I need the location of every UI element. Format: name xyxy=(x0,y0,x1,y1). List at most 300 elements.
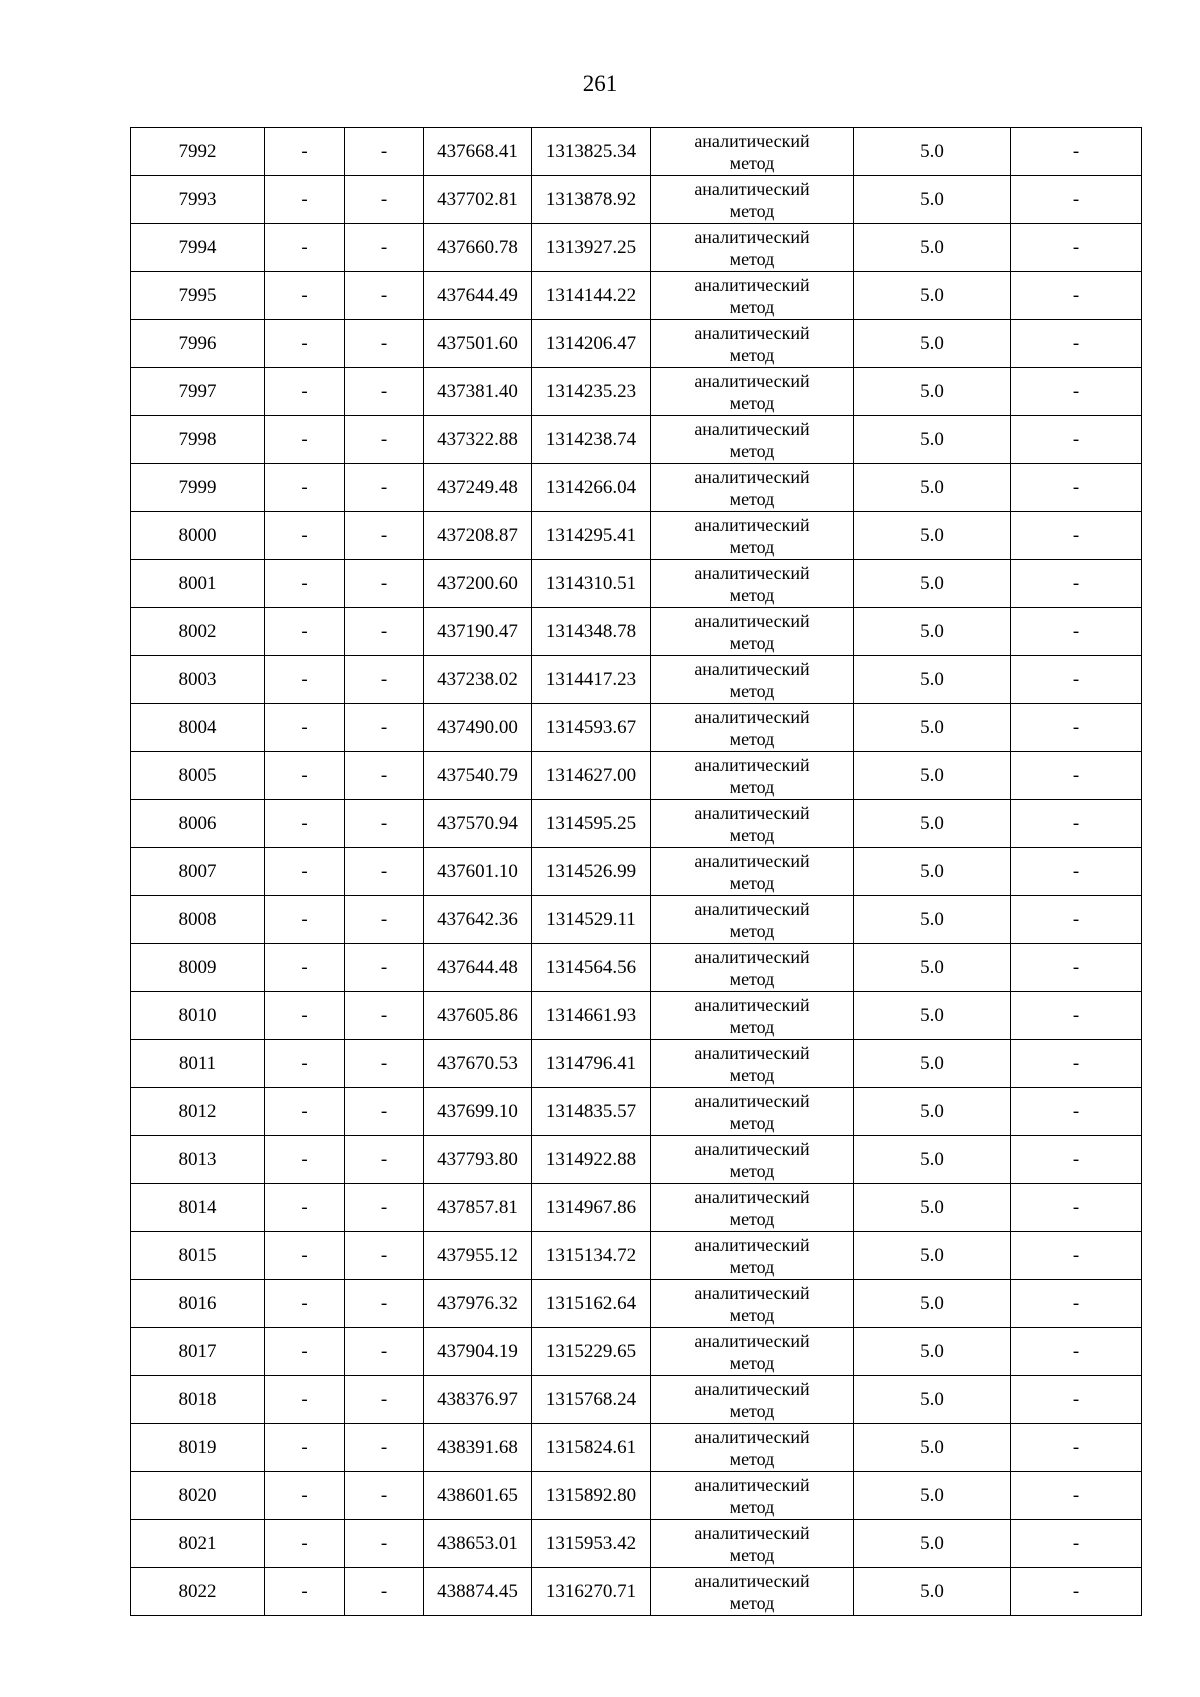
point-number-cell: 8017 xyxy=(131,1328,265,1376)
column-2-cell: - xyxy=(265,416,345,464)
column-8-cell: - xyxy=(1011,560,1142,608)
method-line-1: аналитический xyxy=(694,1426,810,1447)
x-coordinate-cell: 437540.79 xyxy=(424,752,532,800)
accuracy-cell: 5.0 xyxy=(854,1424,1011,1472)
method-cell xyxy=(651,1136,854,1184)
table-row xyxy=(131,560,1142,608)
column-8-cell: - xyxy=(1011,896,1142,944)
accuracy-cell: 5.0 xyxy=(854,272,1011,320)
table-row xyxy=(131,848,1142,896)
point-number-cell: 8010 xyxy=(131,992,265,1040)
column-8-cell: - xyxy=(1011,320,1142,368)
method-cell xyxy=(651,1520,854,1568)
point-number-cell: 8016 xyxy=(131,1280,265,1328)
accuracy-cell: 5.0 xyxy=(854,416,1011,464)
method-line-1: аналитический xyxy=(694,994,810,1015)
method-cell xyxy=(651,128,854,176)
column-8-cell: - xyxy=(1011,1376,1142,1424)
column-3-cell: - xyxy=(345,224,424,272)
y-coordinate-cell: 1314238.74 xyxy=(532,416,651,464)
x-coordinate-cell: 437660.78 xyxy=(424,224,532,272)
point-number-cell: 7995 xyxy=(131,272,265,320)
method-line-2: метод xyxy=(729,680,775,701)
point-number-cell: 8011 xyxy=(131,1040,265,1088)
column-3-cell: - xyxy=(345,944,424,992)
y-coordinate-cell: 1315229.65 xyxy=(532,1328,651,1376)
point-number-cell: 8014 xyxy=(131,1184,265,1232)
accuracy-cell: 5.0 xyxy=(854,704,1011,752)
x-coordinate-cell: 437200.60 xyxy=(424,560,532,608)
x-coordinate-cell: 437904.19 xyxy=(424,1328,532,1376)
column-8-cell: - xyxy=(1011,944,1142,992)
y-coordinate-cell: 1314796.41 xyxy=(532,1040,651,1088)
method-line-1: аналитический xyxy=(694,1090,810,1111)
x-coordinate-cell: 437501.60 xyxy=(424,320,532,368)
column-2-cell: - xyxy=(265,512,345,560)
column-8-cell: - xyxy=(1011,1232,1142,1280)
method-line-2: метод xyxy=(729,1256,775,1277)
method-line-2: метод xyxy=(729,1352,775,1373)
accuracy-cell: 5.0 xyxy=(854,656,1011,704)
point-number-cell: 8003 xyxy=(131,656,265,704)
method-line-1: аналитический xyxy=(694,1474,810,1495)
method-cell xyxy=(651,944,854,992)
y-coordinate-cell: 1314593.67 xyxy=(532,704,651,752)
y-coordinate-cell: 1315892.80 xyxy=(532,1472,651,1520)
column-3-cell: - xyxy=(345,1088,424,1136)
column-8-cell: - xyxy=(1011,992,1142,1040)
column-8-cell: - xyxy=(1011,1040,1142,1088)
method-line-1: аналитический xyxy=(694,1186,810,1207)
accuracy-cell: 5.0 xyxy=(854,320,1011,368)
column-3-cell: - xyxy=(345,1520,424,1568)
column-3-cell: - xyxy=(345,656,424,704)
method-cell xyxy=(651,1088,854,1136)
x-coordinate-cell: 437857.81 xyxy=(424,1184,532,1232)
table-row xyxy=(131,128,1142,176)
x-coordinate-cell: 437490.00 xyxy=(424,704,532,752)
point-number-cell: 8015 xyxy=(131,1232,265,1280)
column-2-cell: - xyxy=(265,560,345,608)
column-3-cell: - xyxy=(345,272,424,320)
accuracy-cell: 5.0 xyxy=(854,1136,1011,1184)
column-3-cell: - xyxy=(345,1424,424,1472)
column-2-cell: - xyxy=(265,1520,345,1568)
method-cell xyxy=(651,368,854,416)
x-coordinate-cell: 437955.12 xyxy=(424,1232,532,1280)
point-number-cell: 7993 xyxy=(131,176,265,224)
table-row xyxy=(131,368,1142,416)
column-2-cell: - xyxy=(265,800,345,848)
method-line-1: аналитический xyxy=(694,1330,810,1351)
table-row xyxy=(131,1328,1142,1376)
point-number-cell: 8004 xyxy=(131,704,265,752)
column-3-cell: - xyxy=(345,128,424,176)
column-2-cell: - xyxy=(265,896,345,944)
method-line-2: метод xyxy=(729,632,775,653)
table-row xyxy=(131,224,1142,272)
column-8-cell: - xyxy=(1011,608,1142,656)
page-number: 261 xyxy=(582,71,618,96)
column-8-cell: - xyxy=(1011,656,1142,704)
column-2-cell: - xyxy=(265,1472,345,1520)
method-cell xyxy=(651,464,854,512)
method-line-2: метод xyxy=(729,1544,775,1565)
table-row xyxy=(131,1040,1142,1088)
y-coordinate-cell: 1316270.71 xyxy=(532,1568,651,1616)
column-8-cell: - xyxy=(1011,272,1142,320)
accuracy-cell: 5.0 xyxy=(854,560,1011,608)
column-2-cell: - xyxy=(265,704,345,752)
point-number-cell: 8006 xyxy=(131,800,265,848)
column-8-cell: - xyxy=(1011,128,1142,176)
column-3-cell: - xyxy=(345,848,424,896)
column-8-cell: - xyxy=(1011,1520,1142,1568)
method-line-1: аналитический xyxy=(694,562,810,583)
accuracy-cell: 5.0 xyxy=(854,608,1011,656)
y-coordinate-cell: 1314661.93 xyxy=(532,992,651,1040)
x-coordinate-cell: 437642.36 xyxy=(424,896,532,944)
point-number-cell: 8009 xyxy=(131,944,265,992)
method-cell xyxy=(651,1328,854,1376)
method-line-1: аналитический xyxy=(694,850,810,871)
x-coordinate-cell: 437605.86 xyxy=(424,992,532,1040)
accuracy-cell: 5.0 xyxy=(854,176,1011,224)
column-2-cell: - xyxy=(265,1136,345,1184)
column-3-cell: - xyxy=(345,1568,424,1616)
x-coordinate-cell: 437249.48 xyxy=(424,464,532,512)
method-cell xyxy=(651,704,854,752)
point-number-cell: 8005 xyxy=(131,752,265,800)
point-number-cell: 8008 xyxy=(131,896,265,944)
accuracy-cell: 5.0 xyxy=(854,1520,1011,1568)
column-2-cell: - xyxy=(265,128,345,176)
column-8-cell: - xyxy=(1011,800,1142,848)
column-8-cell: - xyxy=(1011,464,1142,512)
method-cell xyxy=(651,608,854,656)
y-coordinate-cell: 1315134.72 xyxy=(532,1232,651,1280)
y-coordinate-cell: 1314144.22 xyxy=(532,272,651,320)
method-cell xyxy=(651,512,854,560)
accuracy-cell: 5.0 xyxy=(854,752,1011,800)
method-line-2: метод xyxy=(729,1208,775,1229)
column-2-cell: - xyxy=(265,1040,345,1088)
table-row xyxy=(131,608,1142,656)
column-2-cell: - xyxy=(265,656,345,704)
y-coordinate-cell: 1314627.00 xyxy=(532,752,651,800)
x-coordinate-cell: 437702.81 xyxy=(424,176,532,224)
column-8-cell: - xyxy=(1011,368,1142,416)
column-2-cell: - xyxy=(265,752,345,800)
y-coordinate-cell: 1314417.23 xyxy=(532,656,651,704)
point-number-cell: 7996 xyxy=(131,320,265,368)
table-row xyxy=(131,752,1142,800)
column-3-cell: - xyxy=(345,1376,424,1424)
method-line-1: аналитический xyxy=(694,178,810,199)
column-3-cell: - xyxy=(345,416,424,464)
column-2-cell: - xyxy=(265,1568,345,1616)
accuracy-cell: 5.0 xyxy=(854,800,1011,848)
table-row xyxy=(131,992,1142,1040)
table-row xyxy=(131,176,1142,224)
method-line-1: аналитический xyxy=(694,322,810,343)
method-cell xyxy=(651,224,854,272)
method-line-2: метод xyxy=(729,1592,775,1613)
method-line-1: аналитический xyxy=(694,418,810,439)
x-coordinate-cell: 437976.32 xyxy=(424,1280,532,1328)
method-line-2: метод xyxy=(729,200,775,221)
method-cell xyxy=(651,1472,854,1520)
table-row xyxy=(131,1184,1142,1232)
method-line-2: метод xyxy=(729,1304,775,1325)
column-8-cell: - xyxy=(1011,1424,1142,1472)
y-coordinate-cell: 1314967.86 xyxy=(532,1184,651,1232)
method-line-2: метод xyxy=(729,296,775,317)
table-row xyxy=(131,464,1142,512)
column-8-cell: - xyxy=(1011,1568,1142,1616)
point-number-cell: 8001 xyxy=(131,560,265,608)
method-line-2: метод xyxy=(729,1448,775,1469)
method-line-2: метод xyxy=(729,728,775,749)
method-line-1: аналитический xyxy=(694,1042,810,1063)
x-coordinate-cell: 437190.47 xyxy=(424,608,532,656)
table-row xyxy=(131,704,1142,752)
y-coordinate-cell: 1314595.25 xyxy=(532,800,651,848)
table-row xyxy=(131,1520,1142,1568)
y-coordinate-cell: 1314526.99 xyxy=(532,848,651,896)
method-line-1: аналитический xyxy=(694,466,810,487)
method-line-1: аналитический xyxy=(694,1234,810,1255)
point-number-cell: 8018 xyxy=(131,1376,265,1424)
table-row xyxy=(131,896,1142,944)
accuracy-cell: 5.0 xyxy=(854,1184,1011,1232)
y-coordinate-cell: 1314348.78 xyxy=(532,608,651,656)
method-line-2: метод xyxy=(729,344,775,365)
column-2-cell: - xyxy=(265,320,345,368)
method-cell xyxy=(651,1040,854,1088)
column-2-cell: - xyxy=(265,1376,345,1424)
method-cell xyxy=(651,1232,854,1280)
column-3-cell: - xyxy=(345,1136,424,1184)
column-8-cell: - xyxy=(1011,1472,1142,1520)
method-cell xyxy=(651,416,854,464)
column-2-cell: - xyxy=(265,1328,345,1376)
point-number-cell: 7998 xyxy=(131,416,265,464)
method-cell xyxy=(651,992,854,1040)
method-line-2: метод xyxy=(729,1400,775,1421)
y-coordinate-cell: 1315824.61 xyxy=(532,1424,651,1472)
x-coordinate-cell: 438391.68 xyxy=(424,1424,532,1472)
x-coordinate-cell: 437238.02 xyxy=(424,656,532,704)
column-2-cell: - xyxy=(265,176,345,224)
column-8-cell: - xyxy=(1011,1328,1142,1376)
column-3-cell: - xyxy=(345,992,424,1040)
x-coordinate-cell: 437699.10 xyxy=(424,1088,532,1136)
x-coordinate-cell: 438653.01 xyxy=(424,1520,532,1568)
method-line-1: аналитический xyxy=(694,1282,810,1303)
column-3-cell: - xyxy=(345,464,424,512)
method-line-1: аналитический xyxy=(694,898,810,919)
accuracy-cell: 5.0 xyxy=(854,1232,1011,1280)
method-line-2: метод xyxy=(729,1064,775,1085)
method-cell xyxy=(651,1376,854,1424)
column-3-cell: - xyxy=(345,1232,424,1280)
x-coordinate-cell: 437668.41 xyxy=(424,128,532,176)
method-cell xyxy=(651,176,854,224)
accuracy-cell: 5.0 xyxy=(854,464,1011,512)
table-row xyxy=(131,1376,1142,1424)
method-line-1: аналитический xyxy=(694,802,810,823)
method-line-1: аналитический xyxy=(694,658,810,679)
point-number-cell: 7997 xyxy=(131,368,265,416)
column-3-cell: - xyxy=(345,560,424,608)
method-line-1: аналитический xyxy=(694,754,810,775)
y-coordinate-cell: 1314835.57 xyxy=(532,1088,651,1136)
table-row xyxy=(131,1280,1142,1328)
method-cell xyxy=(651,848,854,896)
method-cell xyxy=(651,1424,854,1472)
table-row xyxy=(131,1568,1142,1616)
column-2-cell: - xyxy=(265,1424,345,1472)
accuracy-cell: 5.0 xyxy=(854,1088,1011,1136)
method-line-2: метод xyxy=(729,488,775,509)
method-line-2: метод xyxy=(729,584,775,605)
point-number-cell: 8021 xyxy=(131,1520,265,1568)
method-line-1: аналитический xyxy=(694,130,810,151)
column-2-cell: - xyxy=(265,944,345,992)
method-cell xyxy=(651,320,854,368)
y-coordinate-cell: 1314310.51 xyxy=(532,560,651,608)
x-coordinate-cell: 437322.88 xyxy=(424,416,532,464)
accuracy-cell: 5.0 xyxy=(854,1472,1011,1520)
column-8-cell: - xyxy=(1011,176,1142,224)
point-number-cell: 7992 xyxy=(131,128,265,176)
column-3-cell: - xyxy=(345,704,424,752)
table-row xyxy=(131,800,1142,848)
y-coordinate-cell: 1314295.41 xyxy=(532,512,651,560)
point-number-cell: 7999 xyxy=(131,464,265,512)
accuracy-cell: 5.0 xyxy=(854,1568,1011,1616)
column-8-cell: - xyxy=(1011,1088,1142,1136)
x-coordinate-cell: 438601.65 xyxy=(424,1472,532,1520)
y-coordinate-cell: 1315953.42 xyxy=(532,1520,651,1568)
method-line-2: метод xyxy=(729,968,775,989)
y-coordinate-cell: 1314564.56 xyxy=(532,944,651,992)
method-line-1: аналитический xyxy=(694,274,810,295)
accuracy-cell: 5.0 xyxy=(854,944,1011,992)
y-coordinate-cell: 1314266.04 xyxy=(532,464,651,512)
y-coordinate-cell: 1315162.64 xyxy=(532,1280,651,1328)
column-3-cell: - xyxy=(345,1040,424,1088)
column-2-cell: - xyxy=(265,1184,345,1232)
method-cell xyxy=(651,272,854,320)
method-line-1: аналитический xyxy=(694,1378,810,1399)
column-2-cell: - xyxy=(265,992,345,1040)
y-coordinate-cell: 1313825.34 xyxy=(532,128,651,176)
method-line-1: аналитический xyxy=(694,1138,810,1159)
column-3-cell: - xyxy=(345,752,424,800)
x-coordinate-cell: 438376.97 xyxy=(424,1376,532,1424)
x-coordinate-cell: 437644.48 xyxy=(424,944,532,992)
column-3-cell: - xyxy=(345,800,424,848)
column-8-cell: - xyxy=(1011,416,1142,464)
column-8-cell: - xyxy=(1011,704,1142,752)
coordinates-table xyxy=(130,127,1142,1616)
column-8-cell: - xyxy=(1011,1184,1142,1232)
column-2-cell: - xyxy=(265,848,345,896)
method-line-2: метод xyxy=(729,392,775,413)
table-row xyxy=(131,1424,1142,1472)
point-number-cell: 8013 xyxy=(131,1136,265,1184)
column-8-cell: - xyxy=(1011,1136,1142,1184)
column-8-cell: - xyxy=(1011,848,1142,896)
column-3-cell: - xyxy=(345,1472,424,1520)
method-line-2: метод xyxy=(729,1016,775,1037)
y-coordinate-cell: 1314922.88 xyxy=(532,1136,651,1184)
column-2-cell: - xyxy=(265,608,345,656)
x-coordinate-cell: 438874.45 xyxy=(424,1568,532,1616)
point-number-cell: 8002 xyxy=(131,608,265,656)
column-2-cell: - xyxy=(265,224,345,272)
method-line-2: метод xyxy=(729,872,775,893)
column-8-cell: - xyxy=(1011,1280,1142,1328)
y-coordinate-cell: 1315768.24 xyxy=(532,1376,651,1424)
accuracy-cell: 5.0 xyxy=(854,1376,1011,1424)
method-line-1: аналитический xyxy=(694,1570,810,1591)
column-2-cell: - xyxy=(265,1232,345,1280)
point-number-cell: 8019 xyxy=(131,1424,265,1472)
method-line-2: метод xyxy=(729,776,775,797)
x-coordinate-cell: 437670.53 xyxy=(424,1040,532,1088)
method-line-1: аналитический xyxy=(694,610,810,631)
method-line-1: аналитический xyxy=(694,706,810,727)
method-cell xyxy=(651,896,854,944)
method-line-2: метод xyxy=(729,1496,775,1517)
accuracy-cell: 5.0 xyxy=(854,848,1011,896)
column-8-cell: - xyxy=(1011,224,1142,272)
column-2-cell: - xyxy=(265,1280,345,1328)
column-3-cell: - xyxy=(345,1280,424,1328)
accuracy-cell: 5.0 xyxy=(854,1280,1011,1328)
method-line-2: метод xyxy=(729,920,775,941)
method-line-2: метод xyxy=(729,1112,775,1133)
point-number-cell: 8012 xyxy=(131,1088,265,1136)
table-row xyxy=(131,416,1142,464)
column-2-cell: - xyxy=(265,464,345,512)
accuracy-cell: 5.0 xyxy=(854,224,1011,272)
x-coordinate-cell: 437793.80 xyxy=(424,1136,532,1184)
column-3-cell: - xyxy=(345,896,424,944)
method-line-2: метод xyxy=(729,536,775,557)
method-line-2: метод xyxy=(729,440,775,461)
table-body xyxy=(131,128,1142,1616)
accuracy-cell: 5.0 xyxy=(854,512,1011,560)
column-3-cell: - xyxy=(345,320,424,368)
column-3-cell: - xyxy=(345,1328,424,1376)
table-row xyxy=(131,1472,1142,1520)
method-cell xyxy=(651,800,854,848)
method-line-1: аналитический xyxy=(694,226,810,247)
method-line-1: аналитический xyxy=(694,514,810,535)
y-coordinate-cell: 1313878.92 xyxy=(532,176,651,224)
accuracy-cell: 5.0 xyxy=(854,128,1011,176)
y-coordinate-cell: 1314529.11 xyxy=(532,896,651,944)
column-8-cell: - xyxy=(1011,512,1142,560)
column-2-cell: - xyxy=(265,272,345,320)
point-number-cell: 7994 xyxy=(131,224,265,272)
accuracy-cell: 5.0 xyxy=(854,368,1011,416)
column-3-cell: - xyxy=(345,608,424,656)
